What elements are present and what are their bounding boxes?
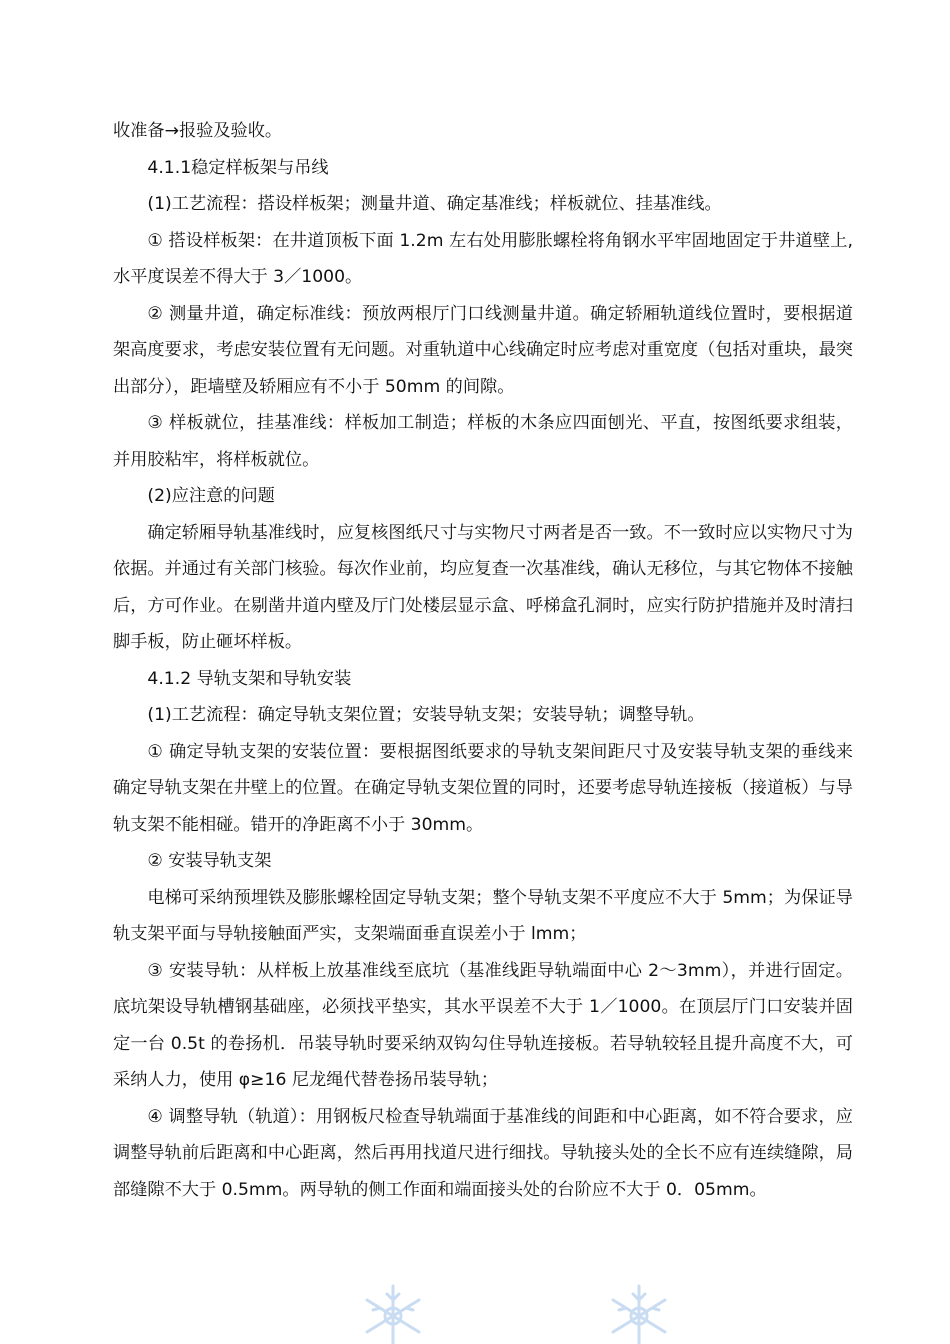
snowflake-icon xyxy=(358,1280,428,1344)
paragraph-12: 电梯可采纳预埋铁及膨胀螺栓固定导轨支架；整个导轨支架不平度应不大于 5mm；为保证导轨支架平面与导轨接触面严实，支架端面垂直误差小于 lmm； xyxy=(113,887,853,944)
section-heading-4-1-2: 4.1.2 导轨支架和导轨安装 xyxy=(147,668,352,689)
paragraph-14: ④ 调整导轨（轨道）：用钢板尺检查导轨端面于基准线的间距和中心距离，如不符合要求，应调整导轨前后距离和中心距离，然后再用找道尺进行细找。导轨接头处的全长不应有连续缝隙，局部缝隙不大于 0.5mm。两导轨的侧工作面和端面接头处的台阶应不大于 0．05mm。 xyxy=(113,1106,853,1200)
paragraph-13: ③ 安装导轨：从样板上放基准线至底坑（基准线距导轨端面中心 2～3mm），并进行固定。底坑架设导轨槽钢基础座，必须找平垫实，其水平误差不大于 1／1000。在顶层厅门口安装并固定一台 0.5t 的卷扬机．吊装导轨时要采纳双钩勾住导轨连接板。若导轨较轻且提升高度不大，可采纳人力，使用 φ≥16 尼龙绳代替卷扬吊装导轨； xyxy=(113,960,853,1090)
paragraph-7: 确定轿厢导轨基准线时，应复核图纸尺寸与实物尺寸两者是否一致。不一致时应以实物尺寸为依据。并通过有关部门核验。每次作业前，均应复查一次基准线，确认无移位，与其它物体不接触后，方可作业。在剔凿井道内壁及厅门处楼层显示盒、呼梯盒孔洞时，应实行防护措施并及时清扫脚手板，防止砸坏样板。 xyxy=(113,522,853,652)
paragraph-4: ② 测量井道，确定标准线：预放两根厅门口线测量井道。确定轿厢轨道线位置时，要根据道架高度要求，考虑安装位置有无问题。对重轨道中心线确定时应考虑对重宽度（包括对重块，最突出部分），距墙壁及轿厢应有不小于 50mm 的间隙。 xyxy=(113,303,853,397)
paragraph-2: (1)工艺流程：搭设样板架；测量井道、确定基准线；样板就位、挂基准线。 xyxy=(147,194,722,214)
paragraph-5: ③ 样板就位，挂基准线：样板加工制造；样板的木条应四面刨光、平直，按图纸要求组装，并用胶粘牢，将样板就位。 xyxy=(113,413,853,470)
paragraph-10: ① 确定导轨支架的安装位置：要根据图纸要求的导轨支架间距尺寸及安装导轨支架的垂线来确定导轨支架在井壁上的位置。在确定导轨支架位置的同时，还要考虑导轨连接板（接道板）与导轨支架不能相碰。错开的净距离不小于 30mm。 xyxy=(113,741,853,835)
subheading-install-bracket: ② 安装导轨支架 xyxy=(147,851,272,871)
paragraph-0: 收准备→报验及验收。 xyxy=(113,121,283,141)
paragraph-3: ① 搭设样板架：在井道顶板下面 1.2m 左右处用膨胀螺栓将角钢水平牢固地固定于井道壁上,水平度误差不得大于 3／1000。 xyxy=(113,230,853,287)
paragraph-9: (1)工艺流程：确定导轨支架位置；安装导轨支架；安装导轨；调整导轨。 xyxy=(147,705,705,725)
section-heading-4-1-1: 4.1.1稳定样板架与吊线 xyxy=(147,157,329,178)
subheading-notes: (2)应注意的问题 xyxy=(147,486,275,506)
snowflake-icon xyxy=(604,1280,674,1344)
document-body xyxy=(113,113,853,1208)
